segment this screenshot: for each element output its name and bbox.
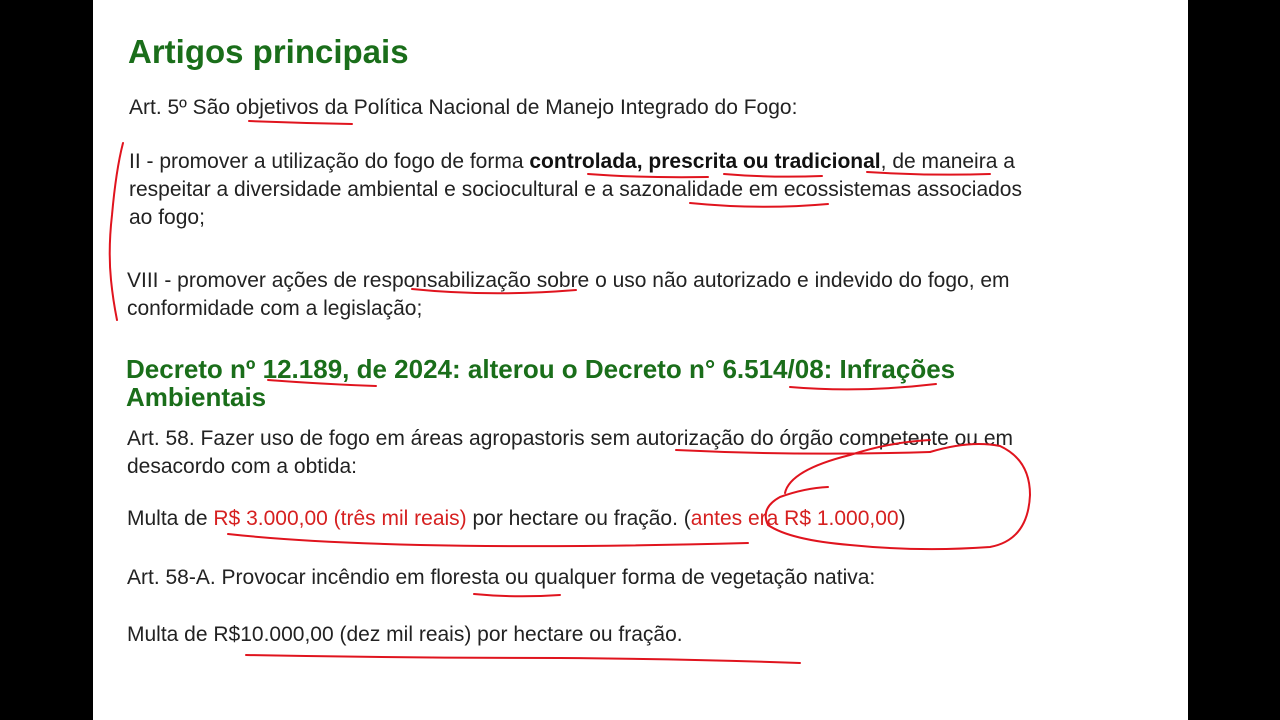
term-separator: ,: [636, 150, 649, 173]
inciso-viii-line1: VIII - promover ações de responsabilização sobre o uso não autorizado e indevido do fogo, em: [127, 269, 1010, 292]
decree-heading-line2: Ambientais: [126, 382, 267, 412]
art5-text: Art. 5º São objetivos da Política Nacional de Manejo Integrado do Fogo:: [129, 96, 798, 119]
slide: [93, 0, 1188, 720]
fine-amount-new: R$ 3.000,00 (três mil reais): [213, 507, 467, 530]
art58a-text: Art. 58-A. Provocar incêndio em floresta ou qualquer forma de vegetação nativa:: [127, 566, 876, 589]
art58-line2: desacordo com a obtida:: [127, 455, 357, 478]
inciso-ii-prefix: II - promover a utilização do fogo de forma: [129, 150, 530, 173]
art58-line1: Art. 58. Fazer uso de fogo em áreas agropastoris sem autorização do órgão competente ou em: [127, 427, 1013, 450]
term-ou: ou: [737, 150, 775, 173]
inciso-viii-line2: conformidade com a legislação;: [127, 297, 423, 320]
fine-suffix: ): [898, 507, 906, 530]
page-title: Artigos principais: [128, 33, 409, 70]
term-prescrita: prescrita: [648, 150, 738, 173]
term-tradicional: tradicional: [774, 150, 881, 173]
fine-prefix: Multa de: [127, 507, 214, 530]
inciso-ii-line2: respeitar a diversidade ambiental e sociocultural e a sazonalidade em ecossistemas associados: [129, 178, 1022, 201]
decree-heading-line1: Decreto nº 12.189, de 2024: alterou o Decreto n° 6.514/08: Infrações: [126, 354, 956, 384]
fine-middle: por hectare ou fração. (: [466, 507, 691, 530]
inciso-ii-line3: ao fogo;: [129, 206, 205, 229]
inciso-ii-suffix: , de maneira a: [880, 150, 1015, 173]
fine-art58: [127, 505, 906, 533]
fine-art58a: Multa de R$10.000,00 (dez mil reais) por hectare ou fração.: [127, 623, 683, 646]
inciso-ii-line1: [129, 148, 1015, 176]
fine-amount-old: antes era R$ 1.000,00: [690, 507, 899, 530]
term-controlada: controlada: [529, 150, 637, 173]
